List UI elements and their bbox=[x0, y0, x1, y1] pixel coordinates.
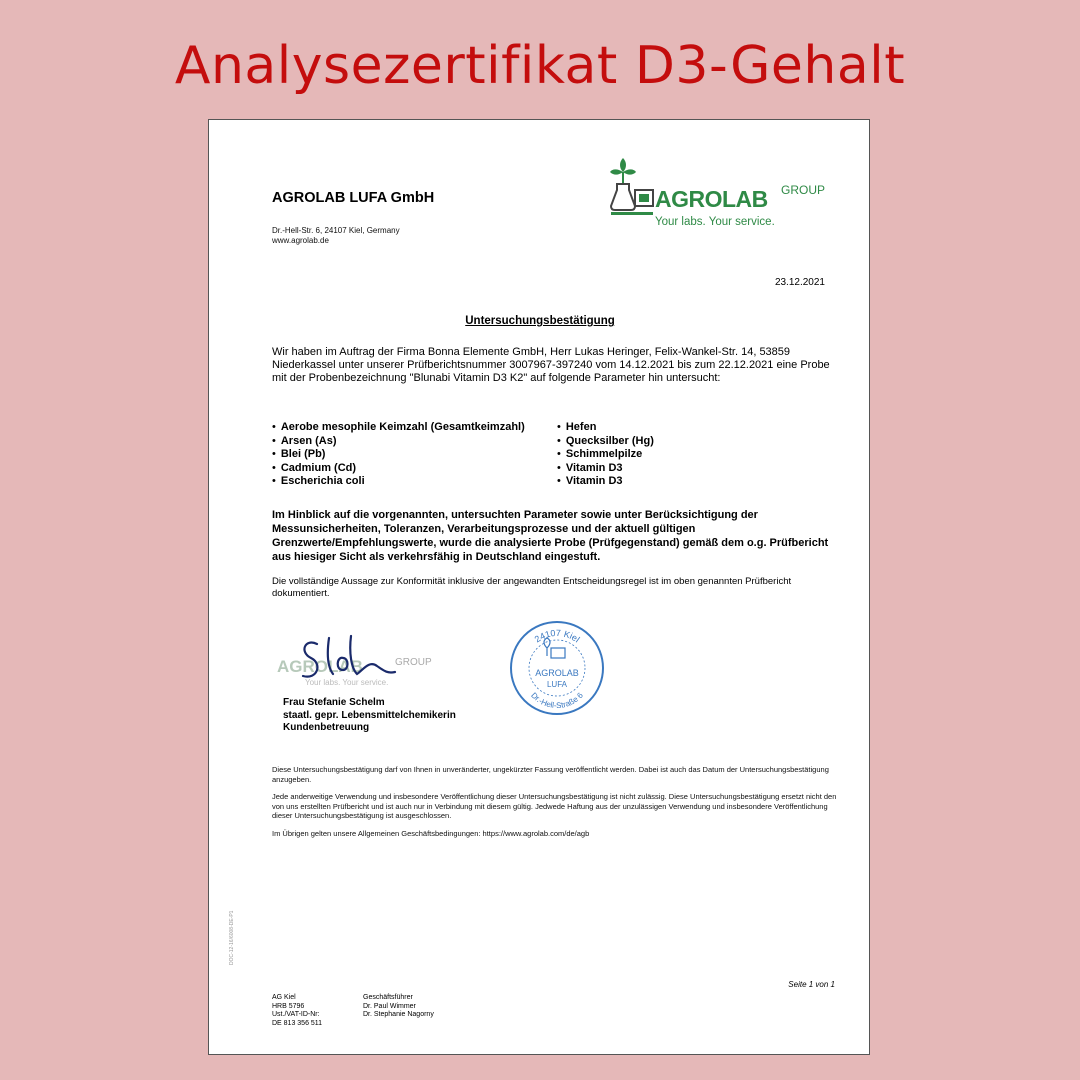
list-item: • Vitamin D3 bbox=[557, 475, 654, 489]
reg-hrb: HRB 5796 bbox=[272, 1002, 305, 1010]
mgmt-name-1: Dr. Paul Wimmer bbox=[363, 1002, 416, 1010]
mgmt-name-2: Dr. Stephanie Nagorny bbox=[363, 1011, 434, 1018]
company-name: AGROLAB LUFA GmbH bbox=[272, 190, 435, 206]
page-number: Seite 1 von 1 bbox=[788, 980, 835, 989]
official-stamp bbox=[507, 618, 607, 718]
footnote-terms: Im Übrigen gelten unsere Allgemeinen Geschäftsbedingungen: https://www.agrolab.com/de/agb bbox=[272, 828, 590, 838]
intro-paragraph: Wir haben im Auftrag der Firma Bonna Elemente GmbH, Herr Lukas Heringer, Felix-Wankel-Str. 14, 53859 Niederkassel unter unserer Prüfberichtsnummer 3007967-397240 vom 14.12.2021 bis zum 22.12.2021 eine Probe mit der Probenbezeichnung "Blunabi Vitamin D3 K2" auf folgende Parameter hin untersucht: bbox=[272, 346, 830, 384]
logo-group: GROUP bbox=[781, 183, 826, 197]
footnote-usage: Jede anderweitige Verwendung und insbesondere Veröffentlichung dieser Untersuchungsbestätigung ist nicht zulässig. Diese Untersuchungsbestätigung ersetzt nicht den von uns erstellten Prüfbericht und ist auch nur in Verbindung mit diesem gültig. Jedwede Haftung aus der unzulässigen Verwendung und insbesondere Veröffentlichung dieser Untersuchungsbestätigung ist ausgeschlossen. bbox=[272, 792, 837, 820]
company-address bbox=[272, 226, 400, 246]
list-item: • Cadmium (Cd) bbox=[272, 462, 525, 476]
svg-text:Dr.-Hell-Straße 6 bbox=[529, 690, 585, 710]
handwritten-signature bbox=[277, 630, 437, 690]
signature-watermark-group: GROUP bbox=[395, 657, 432, 668]
reg-vat-label: Ust./VAT-ID-Nr: bbox=[272, 1011, 320, 1018]
stamp-lufa-text: LUFA bbox=[546, 680, 568, 689]
signer-title: staatl. gepr. Lebensmittelchemikerin bbox=[283, 709, 456, 721]
page-headline: Analysezertifikat D3-Gehalt bbox=[174, 36, 906, 96]
svg-text:24107 Kiel bbox=[533, 628, 582, 645]
registration-info bbox=[272, 994, 322, 1028]
signer-block bbox=[283, 697, 456, 735]
list-item: • Vitamin D3 bbox=[557, 462, 654, 476]
document-subject: Untersuchungsbestätigung bbox=[465, 315, 615, 327]
stamp-top-text: 24107 Kiel bbox=[532, 627, 582, 645]
signature-watermark-brand: AGROLAB bbox=[277, 657, 363, 676]
agrolab-logo bbox=[609, 156, 839, 236]
footnotes bbox=[272, 765, 842, 846]
signature-watermark-tagline: Your labs. Your service. bbox=[305, 678, 389, 687]
signer-name: Frau Stefanie Schelm bbox=[283, 697, 385, 708]
signer-department: Kundenbetreuung bbox=[283, 722, 370, 733]
list-item: • Arsen (As) bbox=[272, 435, 525, 449]
footnote-publication: Diese Untersuchungsbestätigung darf von Ihnen in unveränderter, ungekürzter Fassung veröffentlicht werden. Dabei ist auch das Datum der Untersuchungsbestätigung anzugeben. bbox=[272, 765, 829, 784]
conformity-paragraph: Die vollständige Aussage zur Konformität inklusive der angewandten Entscheidungsregel ist im oben genannten Prüfbericht dokumentiert. bbox=[272, 576, 792, 599]
logo-brand: AGROLAB bbox=[655, 186, 768, 212]
reg-court: AG Kiel bbox=[272, 994, 296, 1001]
parameter-column-right bbox=[557, 421, 654, 489]
document-date: 23.12.2021 bbox=[774, 277, 825, 288]
address-street: Dr.-Hell-Str. 6, 24107 Kiel, Germany bbox=[272, 226, 400, 235]
mgmt-label: Geschäftsführer bbox=[363, 994, 413, 1001]
logo-tagline: Your labs. Your service. bbox=[655, 216, 775, 228]
stamp-agrolab-text: AGROLAB bbox=[535, 668, 579, 678]
list-item: • Schimmelpilze bbox=[557, 448, 654, 462]
list-item: • Aerobe mesophile Keimzahl (Gesamtkeimzahl) bbox=[272, 421, 525, 435]
stamp-bottom-text: Dr.-Hell-Straße 6 bbox=[529, 690, 585, 711]
parameter-column-left bbox=[272, 421, 525, 489]
address-website: www.agrolab.de bbox=[272, 236, 329, 245]
management-info bbox=[363, 994, 434, 1020]
reg-vat: DE 813 356 511 bbox=[272, 1019, 323, 1027]
flask-plant-icon bbox=[609, 156, 655, 216]
list-item: • Escherichia coli bbox=[272, 475, 525, 489]
list-item: • Blei (Pb) bbox=[272, 448, 525, 462]
list-item: • Quecksilber (Hg) bbox=[557, 435, 654, 449]
document-side-code: DOC-12-16/6008-DE-P1 bbox=[229, 910, 235, 965]
conclusion-paragraph: Im Hinblick auf die vorgenannten, untersuchten Parameter sowie unter Berücksichtigung der Messunsicherheiten, Toleranzen, Verarbeitungsprozesse und der aktuell gültigen Grenzwerte/Empfehlungswerte, wurde die analysierte Probe (Prüfgegenstand) gemäß dem o.g. Prüfbericht aus hiesiger Sicht als verkehrsfähig in Deutschland eingestuft. bbox=[272, 509, 829, 563]
certificate-document bbox=[208, 119, 870, 1055]
list-item: • Hefen bbox=[557, 421, 654, 435]
signature-area bbox=[277, 630, 437, 690]
